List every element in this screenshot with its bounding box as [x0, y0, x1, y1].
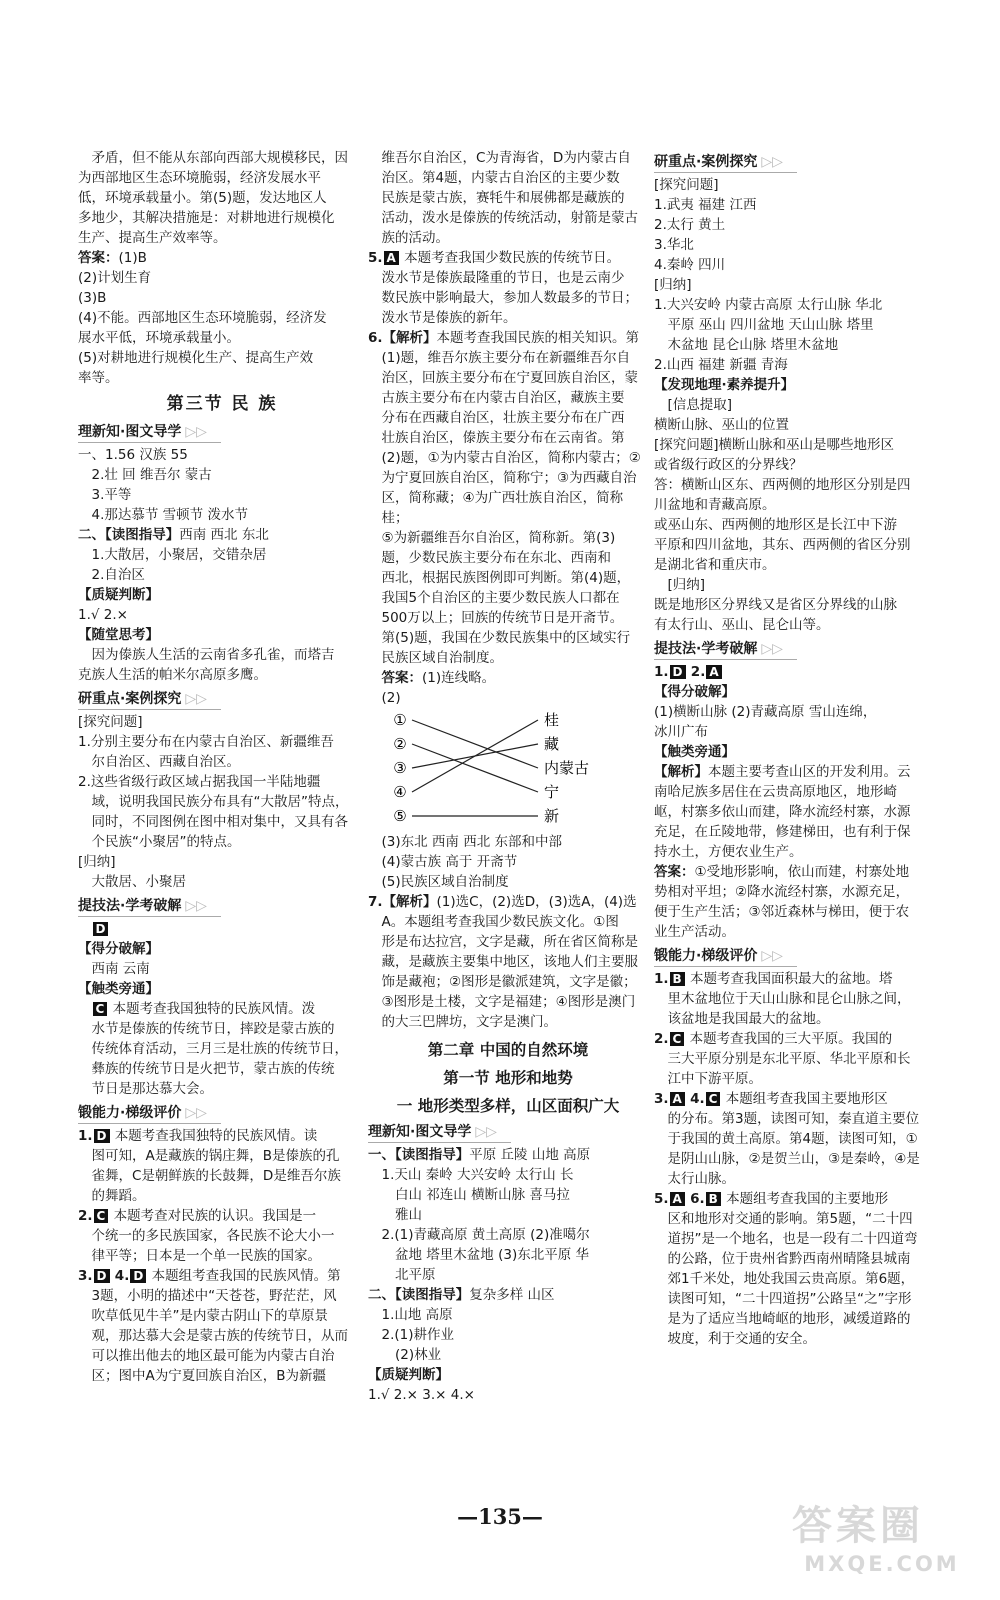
text-line: 分布在西藏自治区，壮族主要分布在广西: [381, 410, 625, 426]
text-line: 持水土，方便农业生产。: [654, 844, 803, 860]
paragraph: [368, 148, 648, 248]
text-line: 太行山脉。: [667, 1171, 735, 1187]
text-line: 业生产活动。: [654, 924, 735, 940]
answer-badge: D: [130, 1269, 146, 1283]
text-line: 为宁夏回族自治区，简称宁；③为西藏自治: [381, 470, 637, 486]
question-5: 5. A 本题考查我国少数民族的传统节日。 泼水节是傣族最隆重的节日，也是云南少 数民族中影响最大，参加人数最多的节日； 泼水节是傣族的新年。: [368, 250, 638, 326]
subheading: 【触类旁通】: [654, 744, 735, 760]
intro-paragraph: [78, 148, 366, 248]
text-line: 藏，是藏族主要集中地区，该地人们主要服: [381, 954, 638, 970]
arrows-icon: ▷▷: [761, 641, 783, 657]
question-7: 7.【解析】(1)选C，(2)选D，(3)选A，(4)选 A。本题组考查我国少数民族文化。①图 形是布达拉宫，文字是藏，所在省区简称是 藏，是藏族主要集中地区，该地人们主要服 饰是藏袍；②图形是徽派建筑，文字是徽； ③图形是土楼，文字是福建；④图形是澳门 的大三巴牌坊，文字是澳门。: [368, 892, 648, 1032]
text-line: 治区。第4题，内蒙古自治区的主要少数: [381, 170, 620, 186]
text-line: 或省级行政区的分界线？: [654, 457, 803, 473]
matching-diagram: [368, 708, 648, 832]
text-line: 郊1千米处，地处我国云贵高原。第6题，: [667, 1271, 915, 1287]
watermark-logo: 答案圈 MXQE.COM: [792, 1503, 960, 1576]
answer-badge: A: [706, 665, 721, 679]
text-line: 为西部地区生态环境脆弱，经济发展水平: [78, 170, 321, 186]
subheading: [归纳]: [78, 854, 116, 870]
chapter-title: 第二章 中国的自然环境: [427, 1040, 589, 1059]
left-label: ⑤: [393, 807, 407, 825]
match-line: [412, 720, 538, 792]
text-line: 是为了适应当地崎岖的地形，减缓道路的: [667, 1311, 911, 1327]
left-labels: [393, 711, 406, 825]
text-line: 形是布达拉宫，文字是藏，所在省区简称是: [381, 934, 638, 950]
text-line: 我国5个自治区的主要少数民族人口都在: [381, 590, 620, 606]
match-line: [412, 744, 538, 792]
text-line: 活动，泼水是傣族的传统活动，射箭是蒙古: [381, 210, 638, 226]
text-line: 民族区域自治制度。: [381, 650, 503, 666]
subheading: [归纳]: [667, 577, 706, 593]
paragraph: [78, 645, 366, 685]
text-line: 第(5)题，我国在少数民族集中的区域实行: [381, 630, 631, 646]
subheading: 【质疑判断】: [78, 587, 159, 603]
right-label: 藏: [544, 735, 560, 753]
text-line: 充足，在丘陵地带，修建梯田，也有利于保: [654, 824, 911, 840]
text-line: 答：横断山区东、西两侧的地形区分别是四: [654, 477, 911, 493]
text-line: 低，环境承载量小。第(5)题，发达地区人: [78, 190, 327, 206]
subheading: 【发现地理·素养提升】: [654, 377, 795, 393]
text-line: 生产、提高生产效率等。: [78, 230, 227, 246]
arrows-icon: ▷▷: [761, 948, 783, 964]
column-right: 研重点·案例探究 ▷▷ [探究问题] 1.武夷 福建 江西 2.太行 黄土 3.华北 4.秦岭 四川 [归纳] 1.大兴安岭 内蒙古高原 太行山脉 华北 平原 巫山 四川盆地 天山山脉 塔里 木盆地 昆仑山脉 塔里木盆地 2.山西 福建 新疆 青海 【发现地理·素养提升】 [信息提取] 横断山脉、巫山的位置 [探究问题]横断山脉和巫山是哪些地形区 或省级行政区的分界线？ 答：横断山区东、西两侧的地形区分别是四 川盆地和青藏高原。 或巫山东、西两侧的地形区是长江中下游 平原和四川盆地，其东、西两侧的省区分别 是湖北省和重庆市。 [归纳] 既是地形区分界线又是省区分界线的山脉 有太行山、巫山、昆仑山等。 提技法·学考破解 ▷▷ 1. D 2. A 【得分破解】 (1)横断山脉 (2)青藏高原 雪山连绵， 冰川广布 【触类旁通】 【解析】本题主要考查山区的开发利用。云 南哈尼族多居住在云贵高原地区，地形崎 岖，村寨多依山而建，降水流经村寨，水源 充足，在丘陵地带，修建梯田，也有利于保 持水土，方便农业生产。 答案：①受地形影响，依山而建，村寨处地 势相对平坦；②降水流经村寨，水源充足， 便于生产生活；③邻近森林与梯田，便于农 业生产活动。 锻能力·梯级评价 ▷▷ 1. B 本题考查我国面积最大的盆地。塔 里木盆地位于天山山脉和昆仑山脉之间， 该盆地是我国最大的盆地。 2. C 本题考查我国的三大平原。我国的 三大平原分别是东北平原、华北平原和长 江中下游平原。 3. A 4. C 本题组考查我国主要地形区 的分布。第3题，读图可知，秦直道主要位 于我国的黄土高原。第4题，读图可知，① 是阴山山脉，②是贺兰山，③是秦岭，④是 太行山脉。 5. A 6. B 本题组考查我国的主要地形 区和地形对交通的影响。第5题，“二十四 道拐”是一个地名，也是一段有二十四道弯 的公路，位于贵州省黔西南州晴隆县城南 郊1千米处，地处我国云贵高原。第6题， 读图可知，“二十四道拐”公路呈“之”字形 是为了适应当地崎岖的地形，减缓道路的 坡度，利于交通的安全。: [654, 148, 966, 1349]
text-line: 或巫山东、西两侧的地形区是长江中下游: [654, 517, 897, 533]
answer-badge: C: [93, 1002, 108, 1016]
text-line: 500万以上；回族的传统节日是开斋节。: [381, 610, 624, 626]
section-header: 提技法·学考破解 ▷▷: [78, 896, 221, 917]
answer-line: 1.√ 2.× 3.× 4.×: [368, 1387, 475, 1403]
text-line: (4)蒙古族 高于 开斋节: [381, 854, 518, 870]
paragraph: 大散居、小聚居: [91, 874, 186, 890]
question-3-4: 3. A 4. C 本题组考查我国主要地形区 的分布。第3题，读图可知，秦直道主要位 于我国的黄土高原。第4题，读图可知，① 是阴山山脉，②是贺兰山，③是秦岭，④是 太行山脉。: [654, 1089, 966, 1189]
subsection-title: 一 地形类型多样，山区面积广大: [396, 1096, 620, 1115]
question-3-4: 3. D 4. D 本题组考查我国的民族风情。第 3题，小明的描述中“天苍苍，野茫茫，风 吹草低见牛羊”是内蒙古阴山下的草原景 观，那达慕大会是蒙古族的传统节日，从而 可以推出他去的地区最可能为内蒙古自治 区；图中A为宁夏回族自治区，B为新疆: [78, 1268, 348, 1384]
right-label: 新: [544, 807, 560, 825]
question-6: 6.【解析】本题考查我国民族的相关知识。第 (1)题，维吾尔族主要分布在新疆维吾尔自 治区，回族主要分布在宁夏回族自治区，蒙 古族主要分布在内蒙古自治区，藏族主要 分布在西藏自治区，壮族主要分布在广西 壮族自治区，傣族主要分布在云南省。第 (2)题，①为内蒙古自治区，简称内蒙古；② 为宁夏回族自治区，简称宁；③为西藏自治 区，简称藏；④为广西壮族自治区，简称桂； ⑤为新疆维吾尔自治区，简称新。第(3) 题，少数民族主要分布在东北、西南和 西北，根据民族图例即可判断。第(4)题， 我国5个自治区的主要少数民族人口都在 500万以上；回族的传统节日是开斋节。 第(5)题，我国在少数民族集中的区域实行 民族区域自治制度。 答案：(1)连线略。 (2) ① ② ③ ④ ⑤ 桂 藏 内蒙古 宁 新 (3)东北 西南 西北 东部和中部 (4)蒙古族 高于 开斋节 (5)民族区域自治制度: [368, 328, 648, 892]
question-2: 2. C 本题考查对民族的认识。我国是一 个统一的多民族国家，各民族不论大小一 律平等；日本是一个单一民族的国家。: [78, 1208, 335, 1264]
paragraph: 西南 云南: [91, 961, 150, 977]
text-line: 多地少，其解决措施是：对耕地进行规模化: [78, 210, 335, 226]
item: 二、【读图指导】西南 西北 东北: [78, 527, 269, 543]
left-label: ①: [393, 711, 407, 729]
section-header: 锻能力·梯级评价 ▷▷: [78, 1103, 221, 1124]
item-list: [78, 445, 366, 585]
arrows-icon: ▷▷: [185, 691, 207, 707]
answer-label: 答案：: [381, 670, 422, 686]
text-line: (5)对耕地进行规模化生产、提高生产效: [78, 350, 314, 366]
question-2: 2. C 本题考查我国的三大平原。我国的 三大平原分别是东北平原、华北平原和长 江中下游平原。: [654, 1029, 966, 1089]
subheading: [信息提取]: [667, 397, 733, 413]
text-line: 饰是藏袍；②图形是徽派建筑，文字是徽；: [381, 974, 637, 990]
arrows-icon: ▷▷: [185, 424, 207, 440]
text-line: 的分布。第3题，读图可知，秦直道主要位: [667, 1111, 920, 1127]
column-left: [78, 148, 366, 1386]
answer-badge: B: [706, 1192, 721, 1206]
subheading: 【随堂思考】: [78, 627, 159, 643]
text-line: 江中下游平原。: [667, 1071, 762, 1087]
text-line: 区，简称藏；④为广西壮族自治区，简称桂；: [381, 490, 624, 526]
section-header: 理新知·图文导学 ▷▷: [368, 1122, 511, 1143]
subheading: 【触类旁通】: [78, 981, 159, 997]
right-label: 宁: [544, 783, 560, 801]
text-line: 西北，根据民族图例即可判断。第(4)题，: [381, 570, 631, 586]
text-line: 便于生产生活；③邻近森林与梯田，便于农: [654, 904, 910, 920]
text-line: 矛盾，但不能从东部向西部大规模移民，因: [91, 150, 348, 166]
section-header: 提技法·学考破解 ▷▷: [654, 639, 797, 660]
answer-label: 答案：: [654, 864, 695, 880]
text-line: (2)计划生育: [78, 270, 152, 286]
text-line: 族的活动。: [381, 230, 449, 246]
answer-line: 1.√ 2.×: [78, 607, 128, 623]
text-line: 是湖北省和重庆市。: [654, 557, 776, 573]
right-label: 桂: [544, 711, 560, 729]
text-line: (1)题，维吾尔族主要分布在新疆维吾尔自: [381, 350, 631, 366]
text-line: 势相对平坦；②降水流经村寨，水源充足，: [654, 884, 910, 900]
text-line: 区和地形对交通的影响。第5题，“二十四: [667, 1211, 913, 1227]
text-line: 的公路，位于贵州省黔西南州晴隆县城南: [667, 1251, 911, 1267]
text-line: (5)民族区域自治制度: [381, 874, 509, 890]
text-line: 2.太行 黄土: [654, 217, 726, 233]
section-title: 第三节 民 族: [166, 394, 278, 414]
diagram-lines: [412, 720, 538, 816]
text-line: 于我国的黄土高原。第4题，读图可知，①: [667, 1131, 918, 1147]
answer-badge: A: [384, 251, 399, 265]
question-5-6: 5. A 6. B 本题组考查我国的主要地形 区和地形对交通的影响。第5题，“二十四 道拐”是一个地名，也是一段有二十四道弯 的公路，位于贵州省黔西南州晴隆县城南 郊1千米处，地处我国云贵高原。第6题， 读图可知，“二十四道拐”公路呈“之”字形 是为了适应当地崎岖的地形，减缓道路的 坡度，利于交通的安全。: [654, 1189, 966, 1349]
subheading: [归纳]: [654, 277, 692, 293]
subheading: [探究问题]: [78, 714, 143, 730]
page-number: —135—: [457, 1504, 543, 1529]
section-header: 研重点·案例探究 ▷▷: [78, 689, 221, 710]
match-line: [412, 720, 538, 768]
item: 4.那达慕节 雪顿节 泼水节: [91, 507, 248, 523]
text-line: 道拐”是一个地名，也是一段有二十四道弯: [667, 1231, 918, 1247]
text-line: 川盆地和青藏高原。: [654, 497, 776, 513]
text-line: 该盆地是我国最大的盆地。: [667, 1011, 830, 1027]
answer-badge: A: [670, 1192, 685, 1206]
answer-badge: D: [94, 1129, 110, 1143]
answer-badge: D: [670, 665, 686, 679]
text-line: 展水平低，环境承载量小。: [78, 330, 240, 346]
arrows-icon: ▷▷: [185, 898, 207, 914]
text-line: 岖，村寨多依山而建，降水流经村寨，水源: [654, 804, 911, 820]
text-line: (3)B: [78, 290, 107, 306]
answer-label: 答案：: [78, 250, 119, 266]
text-line: 坡度，利于交通的安全。: [667, 1331, 816, 1347]
text-line: 壮族自治区，傣族主要分布在云南省。第: [381, 430, 625, 446]
text-line: (4)不能。西部地区生态环境脆弱，经济发: [78, 310, 327, 326]
text-line: 三大平原分别是东北平原、华北平原和长: [667, 1051, 911, 1067]
text-line: 古族主要分布在内蒙古自治区，藏族主要: [381, 390, 625, 406]
text-line: 有太行山、巫山、昆仑山等。: [654, 617, 830, 633]
text-line: A。本题组考查我国少数民族文化。①图: [381, 914, 619, 930]
text-line: 3.华北: [654, 237, 694, 253]
left-label: ②: [393, 735, 407, 753]
section-header: 锻能力·梯级评价 ▷▷: [654, 946, 797, 967]
answer-line: (1)B: [118, 250, 147, 266]
arrows-icon: ▷▷: [761, 154, 783, 170]
subheading: 【得分破解】: [654, 684, 735, 700]
text-line: 是阴山山脉，②是贺兰山，③是秦岭，④是: [667, 1151, 920, 1167]
arrows-icon: ▷▷: [475, 1124, 497, 1140]
answer-badge: A: [670, 1092, 685, 1106]
item: 一、1.56 汉族 55: [78, 447, 188, 463]
left-label: ③: [393, 759, 407, 777]
text-line: 率等。: [78, 370, 119, 386]
text-line: 南哈尼族多居住在云贵高原地区，地形崎: [654, 784, 897, 800]
arrows-icon: ▷▷: [185, 1105, 207, 1121]
answer-list: [78, 268, 366, 388]
text-line: ③图形是土楼，文字是福建；④图形是澳门: [381, 994, 636, 1010]
text-line: 的大三巴牌坊，文字是澳门。: [381, 1014, 557, 1030]
subheading: [探究问题]: [654, 177, 719, 193]
section-header: 研重点·案例探究 ▷▷: [654, 152, 797, 173]
text-line: 民族是蒙古族，赛牦牛和展佛都是藏族的: [381, 190, 625, 206]
text-line: 治区，回族主要分布在宁夏回族自治区，蒙: [381, 370, 638, 386]
right-labels: [544, 711, 589, 825]
item: 2.壮 回 维吾尔 蒙古: [91, 467, 212, 483]
item: 1.大散居，小聚居，交错杂居: [91, 547, 267, 563]
subheading: 【得分破解】: [78, 941, 159, 957]
answer-badge: D: [93, 922, 109, 936]
answer-badge: C: [670, 1032, 685, 1046]
text-line: 1.武夷 福建 江西: [654, 197, 757, 213]
right-label: 内蒙古: [544, 759, 590, 777]
text-line: 里木盆地位于天山山脉和昆仑山脉之间，: [667, 991, 911, 1007]
text-line: 4.秦岭 四川: [654, 257, 726, 273]
left-label: ④: [393, 783, 407, 801]
paragraph: 1.分别主要分布在内蒙古自治区、新疆维吾 尔自治区、西藏自治区。 2.这些省级行政区域占据我国一半陆地疆 域，说明我国民族分布具有“大散居”特点， 同时，不同图例在图中相对集中，又具有各 个民族“小聚居”的特点。: [78, 734, 349, 850]
text-line: 既是地形区分界线又是省区分界线的山脉: [654, 597, 897, 613]
section-header: 理新知·图文导学 ▷▷: [78, 422, 221, 443]
text-line: 克族人生活的帕米尔高原多鹰。: [78, 667, 267, 683]
column-middle: 维吾尔自治区，C为青海省，D为内蒙古自 治区。第4题，内蒙古自治区的主要少数 民族是蒙古族，赛牦牛和展佛都是藏族的 活动，泼水是傣族的传统活动，射箭是蒙古 族的活动。 5. A 本题考查我国少数民族的传统节日。 泼水节是傣族最隆重的节日，也是云南少 数民族中影响最大，参加人数最多的节日； 泼水节是傣族的新年。 6.【解析】本题考查我国民族的相关知识。第 (1)题，维吾尔族主要分布在新疆维吾尔自 治区，回族主要分布在宁夏回族自治区，蒙 古族主要分布在内蒙古自治区，藏族主要 分布在西藏自治区，壮族主要分布在广西 壮族自治区，傣族主要分布在云南省。第 (2)题，①为内蒙古自治区，简称内蒙古；② 为宁夏回族自治区，简称宁；③为西藏自治 区，简称藏；④为广西壮族自治区，简称桂； ⑤为新疆维吾尔自治区，简称新。第(3) 题，少数民族主要分布在东北、西南和 西北，根据民族图例即可判断。第(4)题， 我国5个自治区的主要少数民族人口都在 500万以上；回族的传统节日是开斋节。 第(5)题，我国在少数民族集中的区域实行 民族区域自治制度。 答案：(1)连线略。 (2) ① ② ③ ④ ⑤ 桂 藏 内蒙古 宁 新 (3)东北 西南 西北 东部和中部 (4)蒙古族 高于 开斋节 (5)民族区域自治制度 7.【解析】(1)选C，(2)选D，(3)选A，(4)选 A。本题组考查我国少数民族文化。①图 形是布达拉宫，文字是藏，所在省区简称是 藏，是藏族主要集中地区，该地人们主要服 饰是藏袍；②图形是徽派建筑，文字是徽； ③图形是土楼，文字是福建；④图形是澳门 的大三巴牌坊，文字是澳门。 第二章 中国的自然环境 第一节 地形和地势 一 地形类型多样，山区面积广大 理新知·图文导学 ▷▷ 一、【读图指导】平原 丘陵 山地 高原 1.天山 秦岭 大兴安岭 太行山 长 白山 祁连山 横断山脉 喜马拉 雅山 2.(1)青藏高原 黄土高原 (2)准噶尔 盆地 塔里木盆地 (3)东北平原 华 北平原 二、【读图指导】复杂多样 山区 1.山地 高原 2.(1)耕作业 (2)林业 【质疑判断】 1.√ 2.× 3.× 4.×: [368, 148, 648, 1405]
text-line: (2)题，①为内蒙古自治区，简称内蒙古；②: [381, 450, 641, 466]
text-line: ⑤为新疆维吾尔自治区，简称新。第(3): [381, 530, 616, 546]
item: 3.平等: [91, 487, 132, 503]
item: 2.自治区: [91, 567, 145, 583]
question-1: 1. B 本题考查我国面积最大的盆地。塔 里木盆地位于天山山脉和昆仑山脉之间， 该盆地是我国最大的盆地。: [654, 969, 966, 1029]
section-title: 第一节 地形和地势: [443, 1068, 573, 1087]
text-line: 维吾尔自治区，C为青海省，D为内蒙古自: [381, 150, 631, 166]
answer-badge: D: [94, 1269, 110, 1283]
text-line: 平原和四川盆地，其东、西两侧的省区分别: [654, 537, 911, 553]
text-line: (3)东北 西南 西北 东部和中部: [381, 834, 562, 850]
text-line: 读图可知，“二十四道拐”公路呈“之”字形: [667, 1291, 912, 1307]
answer-badge: B: [670, 972, 685, 986]
answer-badge: C: [706, 1092, 721, 1106]
text-line: 题，少数民族主要分布在东北、西南和: [381, 550, 611, 566]
answer-badge: C: [94, 1209, 109, 1223]
subheading: 【质疑判断】: [368, 1367, 449, 1383]
question-1: 1. D 本题考查我国独特的民族风情。读 图可知，A是藏族的锅庄舞，B是傣族的孔 雀舞，C是朝鲜族的长鼓舞，D是维吾尔族 的舞蹈。: [78, 1128, 341, 1204]
paragraph: C 本题考查我国独特的民族风情。泼 水节是傣族的传统节日，摔跤是蒙古族的 传统体育活动，三月三是壮族的传统节日， 彝族的传统节日是火把节，蒙古族的传统 节日是那达慕大会。: [91, 1001, 348, 1097]
text-line: 因为傣族人生活的云南省多孔雀，而塔吉: [91, 647, 335, 663]
